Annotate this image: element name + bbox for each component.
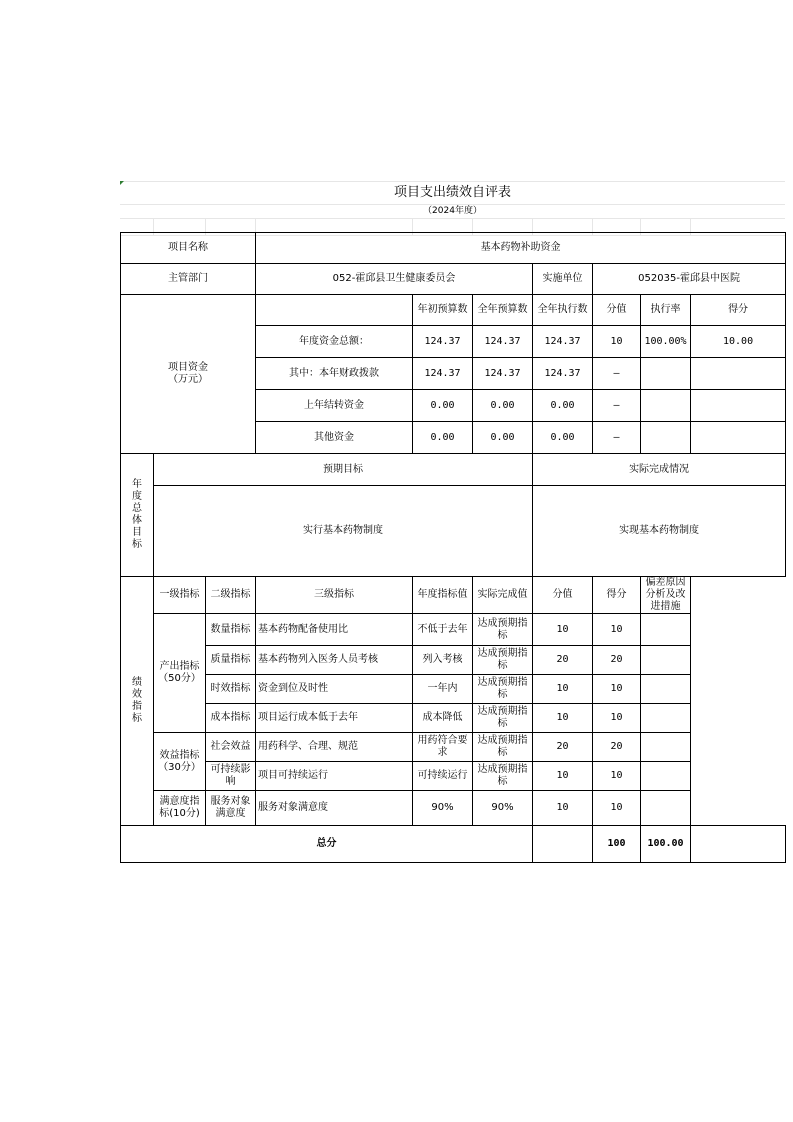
- expected-goal-label: 预期目标: [154, 454, 533, 486]
- dept-value: 052-霍邱县卫生健康委员会: [256, 264, 533, 295]
- funds-value: 124.37: [413, 326, 473, 358]
- funds-row-name: 年度资金总额：: [256, 326, 413, 358]
- dept-label: 主管部门: [121, 264, 256, 295]
- perf-deviation: [641, 762, 691, 791]
- perf-level2: 社会效益: [206, 733, 256, 762]
- perf-deviation: [641, 704, 691, 733]
- perf-level3: 资金到位及时性: [256, 675, 413, 704]
- funds-value: [641, 390, 691, 422]
- funds-value: [641, 358, 691, 390]
- perf-level2: 服务对象 满意度: [206, 791, 256, 826]
- perf-level2: 数量指标: [206, 614, 256, 646]
- perf-header: 年度指标值: [413, 577, 473, 614]
- total-got: 100.00: [641, 826, 691, 863]
- goal-header-row: [121, 454, 786, 486]
- perf-score: 10: [533, 614, 593, 646]
- perf-level3: 用药科学、合理、规范: [256, 733, 413, 762]
- perf-actual: 达成预期指 标: [473, 675, 533, 704]
- perf-header: 偏差原因分析及改进措施: [641, 577, 691, 614]
- actual-goal-text: 实现基本药物制度: [533, 486, 786, 577]
- funds-row-name: 其他资金: [256, 422, 413, 454]
- funds-value: –: [593, 358, 641, 390]
- perf-deviation: [641, 791, 691, 826]
- perf-target: 可持续运行: [413, 762, 473, 791]
- actual-completion-label: 实际完成情况: [533, 454, 786, 486]
- funds-value: 124.37: [473, 326, 533, 358]
- total-deviation: [691, 826, 786, 863]
- dept-row: [121, 264, 786, 295]
- perf-row: [121, 675, 786, 704]
- perf-deviation: [641, 614, 691, 646]
- perf-row: [121, 762, 786, 791]
- perf-header: 得分: [593, 577, 641, 614]
- perf-level3: 项目运行成本低于去年: [256, 704, 413, 733]
- perf-level3: 基本药物列入医务人员考核: [256, 646, 413, 675]
- funds-value: 124.37: [473, 358, 533, 390]
- perf-got: 20: [593, 646, 641, 675]
- perf-level3: 项目可持续运行: [256, 762, 413, 791]
- perf-got: 10: [593, 704, 641, 733]
- funds-header: 全年预算数: [473, 295, 533, 326]
- perf-indicator-label: 绩 效 指 标: [121, 577, 154, 826]
- funds-value: 0.00: [473, 390, 533, 422]
- funds-value: 10.00: [691, 326, 786, 358]
- perf-score: 20: [533, 733, 593, 762]
- perf-target: 成本降低: [413, 704, 473, 733]
- perf-level2: 质量指标: [206, 646, 256, 675]
- project-name-label: 项目名称: [121, 233, 256, 264]
- perf-target: 不低于去年: [413, 614, 473, 646]
- perf-actual: 达成预期指 标: [473, 646, 533, 675]
- funds-value: [641, 422, 691, 454]
- perf-target: 用药符合要 求: [413, 733, 473, 762]
- perf-level2: 可持续影 响: [206, 762, 256, 791]
- perf-row: [121, 733, 786, 762]
- perf-header: 二级指标: [206, 577, 256, 614]
- funds-value: 0.00: [413, 390, 473, 422]
- perf-score: 10: [533, 675, 593, 704]
- sheet-title: 项目支出绩效自评表: [120, 181, 785, 204]
- funds-value: 124.37: [533, 326, 593, 358]
- perf-header: 分值: [533, 577, 593, 614]
- perf-actual: 达成预期指 标: [473, 704, 533, 733]
- cell-marker: [120, 181, 124, 185]
- perf-got: 10: [593, 675, 641, 704]
- perf-level3: 服务对象满意度: [256, 791, 413, 826]
- perf-target: 列入考核: [413, 646, 473, 675]
- total-label: 总分: [121, 826, 533, 863]
- perf-level1: 产出指标 （50分）: [154, 614, 206, 733]
- funds-value: –: [593, 422, 641, 454]
- perf-level1: 效益指标 （30分）: [154, 733, 206, 791]
- funds-value: –: [593, 390, 641, 422]
- total-score: 100: [593, 826, 641, 863]
- project-name-row: [121, 233, 786, 264]
- impl-unit-value: 052035-霍邱县中医院: [593, 264, 786, 295]
- impl-unit-label: 实施单位: [533, 264, 593, 295]
- perf-level2: 成本指标: [206, 704, 256, 733]
- funds-value: [691, 358, 786, 390]
- funds-value: 0.00: [533, 390, 593, 422]
- funds-value: 0.00: [413, 422, 473, 454]
- perf-actual: 达成预期指 标: [473, 762, 533, 791]
- perf-row: [121, 614, 786, 646]
- funds-header-blank: [256, 295, 413, 326]
- annual-goal-label: 年 度 总 体 目 标: [121, 454, 154, 577]
- perf-header: 实际完成值: [473, 577, 533, 614]
- perf-got: 10: [593, 791, 641, 826]
- funds-header: 得分: [691, 295, 786, 326]
- funds-header-row: [121, 295, 786, 326]
- funds-value: 124.37: [533, 358, 593, 390]
- perf-row: [121, 704, 786, 733]
- expected-goal-text: 实行基本药物制度: [154, 486, 533, 577]
- perf-got: 20: [593, 733, 641, 762]
- perf-header: 一级指标: [154, 577, 206, 614]
- perf-header: 三级指标: [256, 577, 413, 614]
- funds-header: 全年执行数: [533, 295, 593, 326]
- funds-value: 10: [593, 326, 641, 358]
- funds-header: 执行率: [641, 295, 691, 326]
- perf-actual: 达成预期指 标: [473, 733, 533, 762]
- perf-target: 一年内: [413, 675, 473, 704]
- funds-value: 0.00: [533, 422, 593, 454]
- sheet-year: （2024年度）: [120, 204, 785, 218]
- funds-row-name: 其中：本年财政拨款: [256, 358, 413, 390]
- perf-target: 90%: [413, 791, 473, 826]
- evaluation-table: [120, 232, 786, 863]
- perf-row: [121, 791, 786, 826]
- perf-row: [121, 646, 786, 675]
- perf-deviation: [641, 733, 691, 762]
- perf-header-row: [121, 577, 786, 614]
- total-row: [121, 826, 786, 863]
- perf-score: 10: [533, 791, 593, 826]
- funds-value: 124.37: [413, 358, 473, 390]
- perf-level3: 基本药物配备使用比: [256, 614, 413, 646]
- perf-score: 10: [533, 762, 593, 791]
- perf-actual: 90%: [473, 791, 533, 826]
- perf-actual: 达成预期指 标: [473, 614, 533, 646]
- funds-header: 分值: [593, 295, 641, 326]
- funds-label: 项目资金 （万元）: [121, 295, 256, 454]
- funds-row-name: 上年结转资金: [256, 390, 413, 422]
- perf-got: 10: [593, 614, 641, 646]
- perf-deviation: [641, 646, 691, 675]
- funds-value: 0.00: [473, 422, 533, 454]
- perf-score: 20: [533, 646, 593, 675]
- evaluation-sheet: [120, 181, 785, 849]
- perf-got: 10: [593, 762, 641, 791]
- perf-deviation: [641, 675, 691, 704]
- project-name-value: 基本药物补助资金: [256, 233, 786, 264]
- goal-content-row: [121, 486, 786, 577]
- perf-score: 10: [533, 704, 593, 733]
- funds-value: [691, 422, 786, 454]
- funds-header: 年初预算数: [413, 295, 473, 326]
- funds-value: 100.00%: [641, 326, 691, 358]
- perf-level1: 满意度指 标(10分): [154, 791, 206, 826]
- total-blank: [533, 826, 593, 863]
- perf-level2: 时效指标: [206, 675, 256, 704]
- funds-value: [691, 390, 786, 422]
